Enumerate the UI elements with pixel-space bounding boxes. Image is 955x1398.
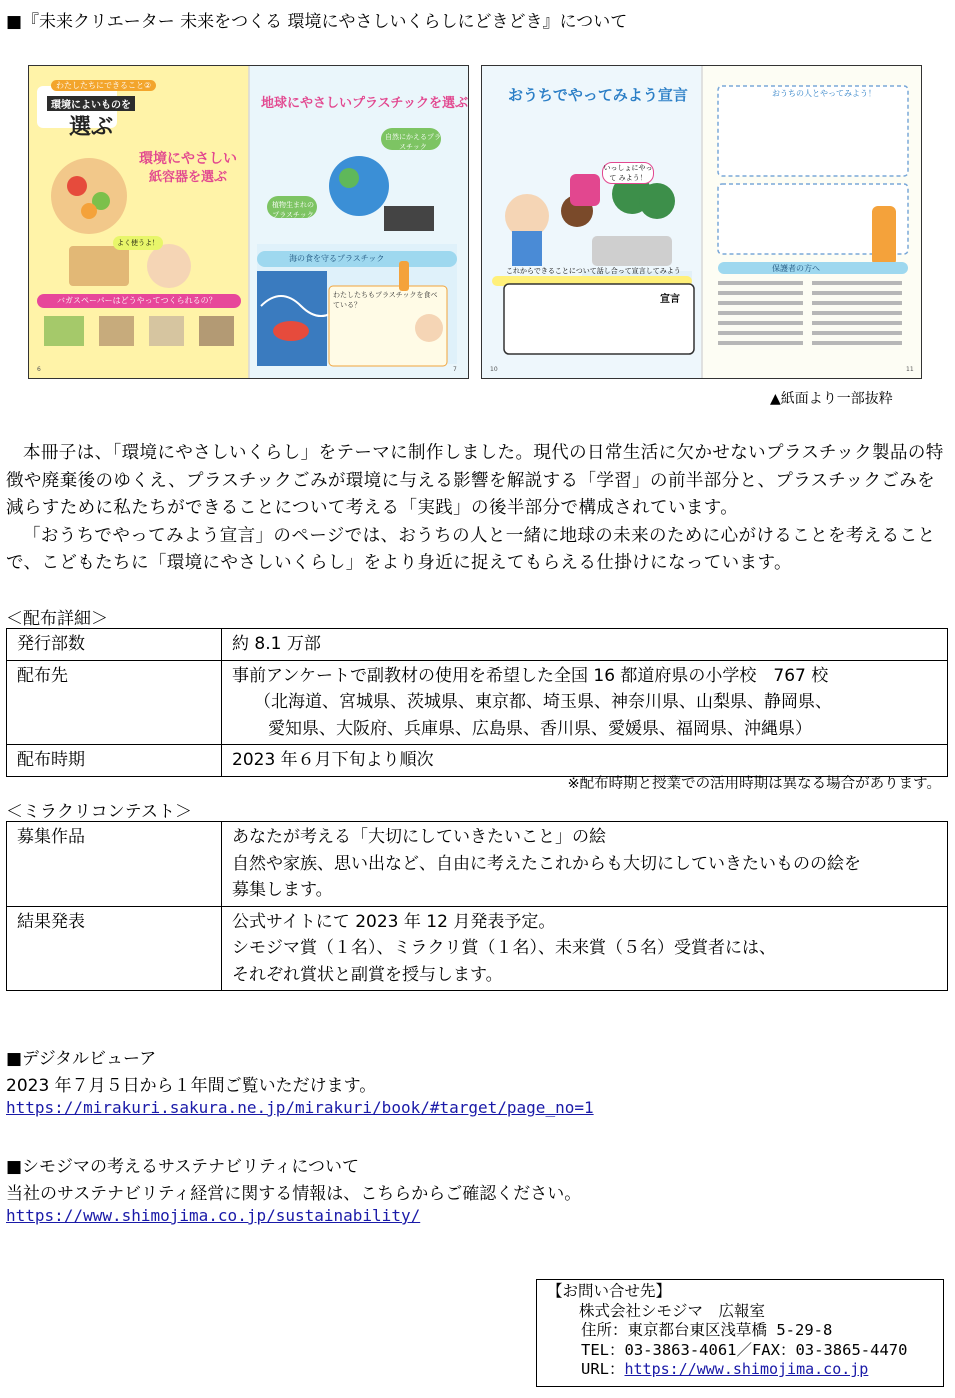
left-nature-label: 自然にかえるプラスチック: [385, 133, 441, 151]
digital-text: 2023 年７月５日から１年間ご覧いただけます。: [6, 1076, 377, 1096]
value-line: 自然や家族、思い出など、自由に考えたこれからも大切にしていきたいものの絵を: [232, 853, 861, 874]
left-plastic-title: 地球にやさしいプラスチックを選ぶ: [261, 96, 468, 111]
contact-title: 【お問い合せ先】: [547, 1282, 672, 1300]
table-label: 配布時期: [7, 745, 222, 777]
right-strip: これからできることについて話し合って宣言してみよう: [506, 267, 681, 275]
intro-paragraph-2: 「おうちでやってみよう宣言」のページでは、おうちの人と一緒に地球の未来のために心がけることを考えることで、こどもたちに「環境にやさしいくらし」をより身近に捉えてもらえる仕掛けになっています。: [6, 525, 936, 573]
contact-url-label: URL：: [581, 1360, 625, 1378]
value-line: それぞれ賞状と副賞を授与します。: [232, 964, 503, 985]
intro-text: [6, 440, 950, 578]
value-line: （北海道、宮城県、茨城県、東京都、埼玉県、神奈川県、山梨県、静岡県、: [254, 692, 832, 712]
contact-address: 住所：東京都台東区浅草橋 5-29-8: [581, 1321, 833, 1339]
value-line: 愛知県、大阪府、兵庫県、広島県、香川県、愛媛県、福岡県、沖縄県）: [268, 718, 812, 739]
left-plant-label: 植物生まれのプラスチック: [272, 201, 314, 219]
right-bubble: いっしょにやって みよう！: [603, 164, 653, 182]
distribution-note: ※配布時期と授業での活用時期は異なる場合があります。: [567, 776, 941, 792]
right-spread-page-right: 11: [906, 366, 914, 373]
contact-box: [536, 1279, 944, 1387]
contest-table: [6, 821, 948, 991]
left-main-title: 選ぶ: [69, 115, 114, 140]
digital-viewer-link[interactable]: https://mirakuri.sakura.ne.jp/mirakuri/book/#target/page_no=1: [6, 1098, 594, 1117]
value-line: 公式サイトにて 2023 年 12 月発表予定。: [232, 911, 556, 932]
table-value: [222, 660, 948, 745]
contest-heading: ＜ミラクリコンテスト＞: [6, 802, 192, 822]
left-feature-title-2: 紙容器を選ぶ: [149, 170, 228, 185]
left-feature-title-1: 環境にやさしい: [139, 151, 237, 167]
contact-url-row: [547, 1360, 933, 1380]
contact-phone: TEL：03-3863-4061／FAX：03-3865-4470: [581, 1340, 908, 1359]
document-title: ■『未来クリエーター 未来をつくる 環境にやさしいくらしにどきどき』について: [6, 12, 628, 32]
right-spread-illustration: [482, 66, 922, 379]
left-eat-question: わたしたちもプラスチックを食べている？: [333, 291, 438, 309]
table-label: 募集作品: [7, 822, 222, 907]
distribution-table: [6, 628, 948, 777]
value-line: 事前アンケートで副教材の使用を希望した全国 16 都道府県の小学校 767 校: [232, 665, 829, 686]
booklet-spread-left: [28, 65, 469, 379]
table-row: [7, 629, 948, 661]
table-row: [7, 822, 948, 907]
distribution-heading: ＜配布詳細＞: [6, 609, 108, 629]
figure-caption: ▲紙面より一部抜粋: [770, 391, 893, 407]
value-line: 約 8.1 万部: [232, 634, 321, 654]
digital-heading: ■デジタルビューア: [6, 1049, 157, 1069]
left-bubble: よく使うよ！: [113, 236, 163, 250]
booklet-spread-right: [481, 65, 922, 379]
right-sengen: 宣言: [660, 294, 680, 305]
right-spread-page-left: 10: [490, 366, 498, 373]
table-label: 結果発表: [7, 906, 222, 991]
right-page-number: 7: [453, 366, 457, 373]
right-page-title: おうちでやってみよう宣言: [508, 86, 688, 104]
intro-paragraph-1: 本冊子は、「環境にやさしいくらし」をテーマに制作しました。現代の日常生活に欠かせないプラスチック製品の特徴や廃棄後のゆくえ、プラスチックごみが環境に与える影響を解説する「学習」の前半部分と、プラスチックごみを減らすために私たちができることについて考える「実践」の後半部分で構成されています。: [6, 443, 944, 518]
value-line: あなたが考える「大切にしていきたいこと」の絵: [232, 827, 606, 847]
table-value: [222, 822, 948, 907]
table-value: [222, 629, 948, 661]
table-row: [7, 660, 948, 745]
left-paper-question: バガスペーパーはどうやってつくられるの？: [57, 296, 217, 305]
table-row: [7, 906, 948, 991]
left-badge: わたしたちにできること②: [51, 80, 156, 91]
table-value: [222, 906, 948, 991]
table-label: 配布先: [7, 660, 222, 745]
value-line: シモジマ賞（１名）、ミラクリ賞（１名）、未来賞（５名）受賞者には、: [232, 938, 776, 958]
contact-company: 株式会社シモジマ 広報室: [579, 1301, 766, 1320]
left-page-number: 6: [37, 366, 41, 373]
right-guardian-title: 保護者の方へ: [772, 264, 820, 273]
sustainability-link[interactable]: https://www.shimojima.co.jp/sustainability/: [6, 1206, 421, 1225]
right-box-title: おうちの人とやってみよう！: [772, 89, 876, 98]
sustainability-heading: ■シモジマの考えるサステナビリティについて: [6, 1157, 360, 1177]
left-subtitle: 環境によいものを: [47, 96, 135, 111]
value-line: 募集します。: [232, 880, 333, 900]
table-label: 発行部数: [7, 629, 222, 661]
contact-url-link[interactable]: https://www.shimojima.co.jp: [624, 1360, 869, 1378]
left-sea-title: 海の食を守るプラスチック: [289, 254, 385, 263]
sustainability-text: 当社のサステナビリティ経営に関する情報は、こちらからご確認ください。: [6, 1184, 582, 1204]
value-line: 2023 年６月下旬より順次: [232, 750, 434, 770]
